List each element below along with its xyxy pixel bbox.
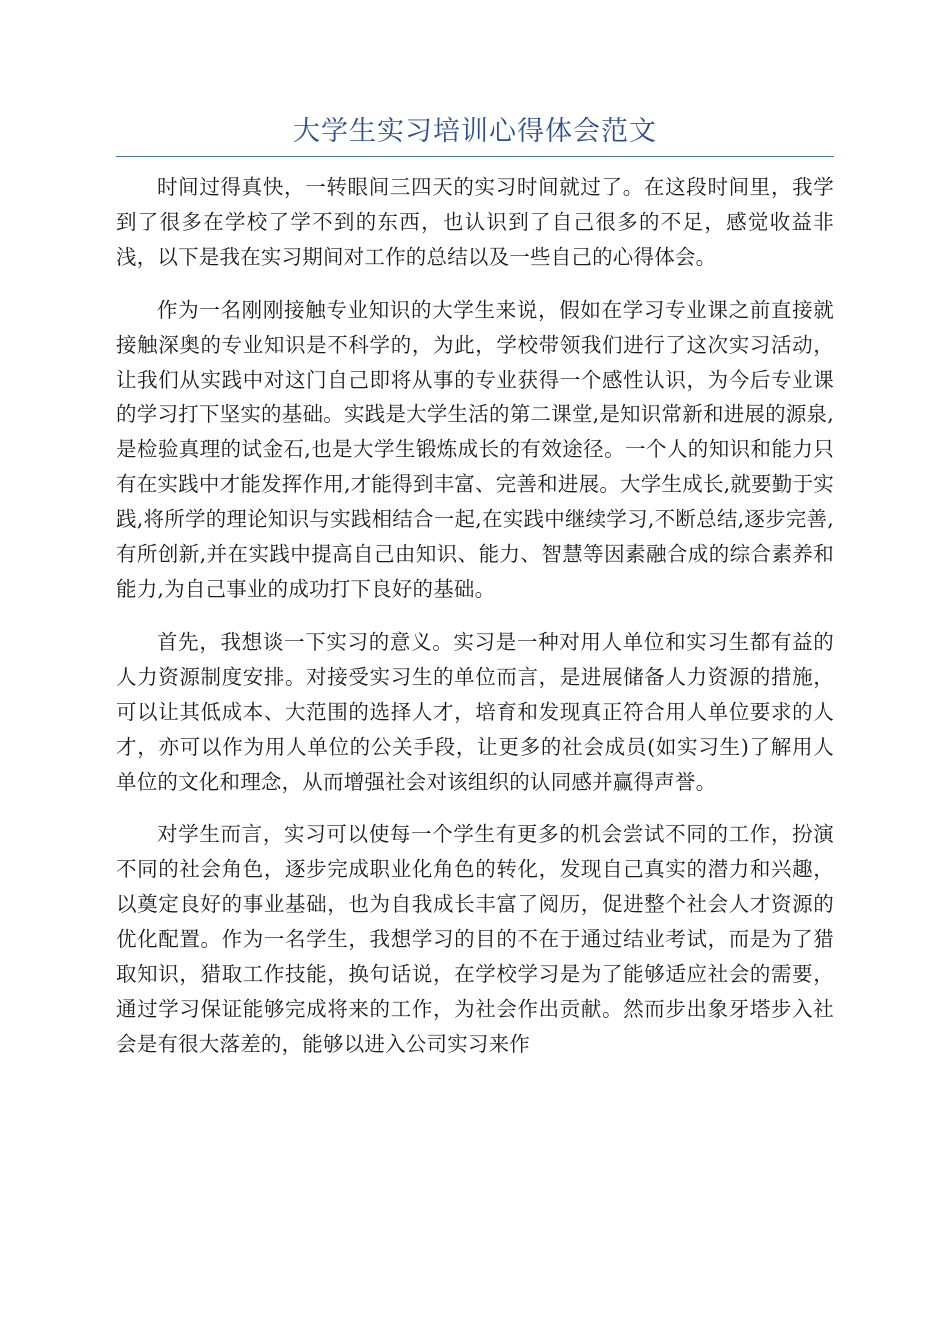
title-block — [116, 112, 834, 157]
document-body — [116, 170, 834, 1080]
document-title: 大学生实习培训心得体会范文 — [293, 116, 657, 147]
paragraph-3: 首先，我想谈一下实习的意义。实习是一种对用人单位和实习生都有益的人力资源制度安排。对接受实习生的单位而言，是进展储备人力资源的措施，可以让其低成本、大范围的选择人才，培育和发现真正符合用人单位要求的人才，亦可以作为用人单位的公关手段，让更多的社会成员(如实习生)了解用人单位的文化和理念，从而增强社会对该组织的认同感并赢得声誉。 — [116, 629, 834, 794]
paragraph-4: 对学生而言，实习可以使每一个学生有更多的机会尝试不同的工作，扮演不同的社会角色，逐步完成职业化角色的转化，发现自己真实的潜力和兴趣，以奠定良好的事业基础，也为自我成长丰富了阅历，促进整个社会人才资源的优化配置。作为一名学生，我想学习的目的不在于通过结业考试，而是为了猎取知识，猎取工作技能，换句话说，在学校学习是为了能够适应社会的需要，通过学习保证能够完成将来的工作，为社会作出贡献。然而步出象牙塔步入社会是有很大落差的，能够以进入公司实习来作 — [116, 822, 834, 1056]
paragraph-2: 作为一名刚刚接触专业知识的大学生来说，假如在学习专业课之前直接就接触深奥的专业知识是不科学的，为此，学校带领我们进行了这次实习活动，让我们从实践中对这门自己即将从事的专业获得一个感性认识，为今后专业课的学习打下坚实的基础。实践是大学生活的第二课堂,是知识常新和进展的源泉,是检验真理的试金石,也是大学生锻炼成长的有效途径。一个人的知识和能力只有在实践中才能发挥作用,才能得到丰富、完善和进展。大学生成长,就要勤于实践,将所学的理论知识与实践相结合一起,在实践中继续学习,不断总结,逐步完善,有所创新,并在实践中提高自己由知识、能力、智慧等因素融合成的综合素养和能力,为自己事业的成功打下良好的基础。 — [116, 297, 834, 601]
paragraph-1: 时间过得真快，一转眼间三四天的实习时间就过了。在这段时间里，我学到了很多在学校了学不到的东西，也认识到了自己很多的不足，感觉收益非浅，以下是我在实习期间对工作的总结以及一些自己的心得体会。 — [116, 175, 834, 269]
